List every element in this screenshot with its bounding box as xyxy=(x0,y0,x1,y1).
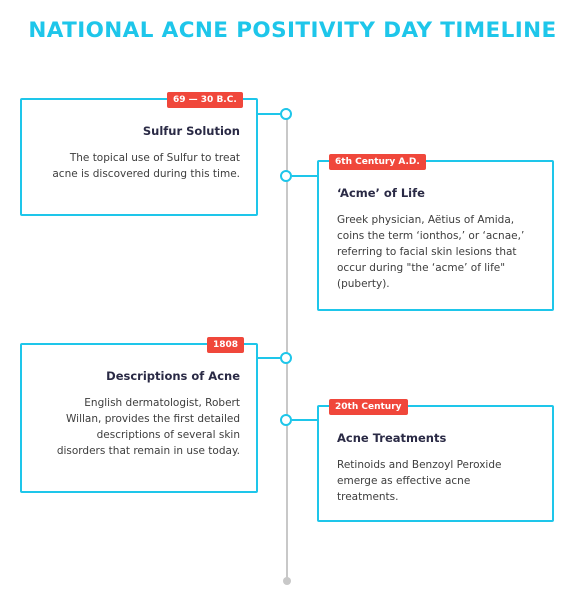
timeline-node-3 xyxy=(280,352,292,364)
connector-3 xyxy=(256,357,280,359)
event-title: Sulfur Solution xyxy=(142,124,240,138)
timeline-node-2 xyxy=(280,170,292,182)
event-title: ‘Acme’ of Life xyxy=(337,186,425,200)
event-description: Greek physician, Aëtius of Amida, coins the term ‘ionthos,’ or ‘acnae,’ referring to facial skin lesions that occur during "the ‘acme’ of life" (puberty). xyxy=(337,214,525,290)
connector-4 xyxy=(292,419,318,421)
timeline-node-4 xyxy=(280,414,292,426)
event-description: English dermatologist, Robert Willan, provides the first detailed descriptions of several skin disorders that remain in use today. xyxy=(56,397,240,457)
connector-1 xyxy=(256,113,280,115)
date-tag-3: 1808 xyxy=(207,337,244,353)
connector-2 xyxy=(292,175,318,177)
event-description: The topical use of Sulfur to treat acne is discovered during this time. xyxy=(52,152,240,180)
event-title: Descriptions of Acne xyxy=(106,369,240,383)
timeline-end-dot xyxy=(283,577,291,585)
date-tag-4: 20th Century xyxy=(329,399,408,415)
event-description: Retinoids and Benzoyl Peroxide emerge as effective acne treatments. xyxy=(337,459,502,503)
page-title: NATIONAL ACNE POSITIVITY DAY TIMELINE xyxy=(28,18,557,43)
event-title: Acne Treatments xyxy=(337,431,447,445)
timeline-card-3 xyxy=(20,343,258,493)
timeline-card-1 xyxy=(20,98,258,216)
date-tag-1: 69 — 30 B.C. xyxy=(167,92,243,108)
timeline-card-4 xyxy=(317,405,554,522)
timeline-card-2 xyxy=(317,160,554,311)
timeline-node-1 xyxy=(280,108,292,120)
date-tag-2: 6th Century A.D. xyxy=(329,154,426,170)
